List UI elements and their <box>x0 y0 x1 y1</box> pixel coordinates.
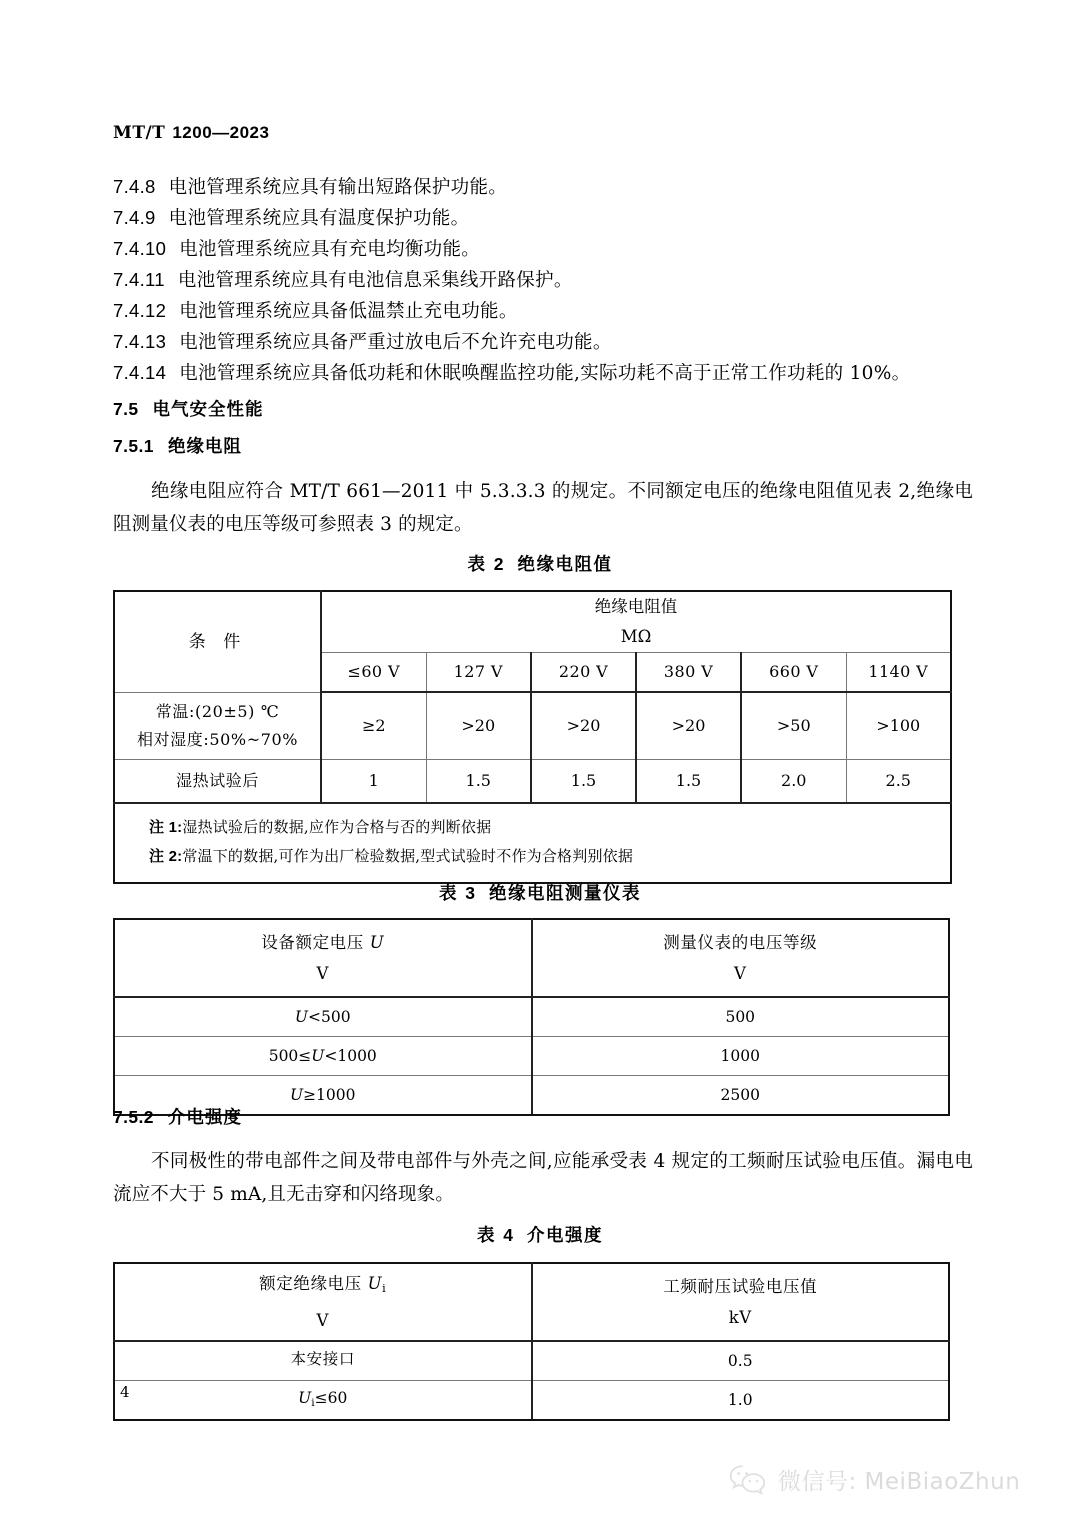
watermark-text: 微信号: MeiBiaoZhun <box>778 1468 1021 1495</box>
clause-number: 7.4.10 <box>113 238 167 259</box>
clause-text: 电池管理系统应具备低功耗和休眠唤醒监控功能,实际功耗不高于正常工作功耗的 10%。 <box>179 363 911 384</box>
table-3-condition-symbol: U <box>289 1086 304 1104</box>
watermark <box>728 1462 1020 1496</box>
table-row <box>114 919 949 997</box>
running-header <box>113 123 269 143</box>
table-4-caption-label: 表 4 <box>476 1225 516 1245</box>
table-3-condition <box>114 997 532 1037</box>
table-2-condition-header: 条 件 <box>114 591 321 692</box>
clause-number: 7.4.12 <box>113 300 167 321</box>
clause-item <box>113 203 973 234</box>
section-number: 7.5 <box>113 399 139 419</box>
table-2-voltage-header: ≤60 V <box>321 653 426 693</box>
table-2-caption-title: 绝缘电阻值 <box>517 554 613 574</box>
section-number: 7.5.1 <box>113 436 154 456</box>
table-3-value: 2500 <box>532 1076 950 1116</box>
table-3-value: 500 <box>532 997 950 1037</box>
paragraph-7-5-2: 不同极性的带电部件之间及带电部件与外壳之间,应能承受表 4 规定的工频耐压试验电压值。漏电电流应不大于 5 mA,且无击穿和闪络现象。 <box>113 1151 973 1205</box>
table-2-value: 2.0 <box>741 759 846 803</box>
standard-id: MT/T <box>113 123 166 143</box>
table-row <box>114 997 949 1037</box>
table-2-value: 1.5 <box>636 759 741 803</box>
clause-number: 7.4.11 <box>113 269 165 290</box>
table-2-voltage-header: 127 V <box>426 653 531 693</box>
table-4-value: 0.5 <box>532 1341 950 1381</box>
clause-item <box>113 265 973 296</box>
table-4-caption-title: 介电强度 <box>527 1225 604 1245</box>
table-4-condition-symbol: U <box>298 1388 312 1407</box>
table-2-insulation-resistance <box>113 590 952 884</box>
table-4-condition-pre: 本安接口 <box>290 1349 355 1368</box>
table-4-caption <box>0 1222 1080 1247</box>
table-4-header-text: 额定绝缘电压 <box>259 1274 368 1294</box>
table-3-header-line1 <box>115 927 531 958</box>
table-4-condition <box>114 1341 532 1381</box>
table-2-value: >20 <box>636 692 741 759</box>
table-2-value: >20 <box>531 692 636 759</box>
clause-number: 7.4.8 <box>113 176 156 197</box>
table-2-value: >100 <box>846 692 951 759</box>
table-2-group-header-line1: 绝缘电阻值 <box>594 597 678 616</box>
table-4-header-line1 <box>115 1268 531 1304</box>
table-4-header-cell <box>532 1263 950 1341</box>
table-2-condition-line1: 常温:(20±5) ℃ <box>155 701 280 721</box>
table-4-header-subscript: i <box>382 1282 387 1296</box>
table-2-value: 1.5 <box>426 759 531 803</box>
table-2-note-label: 注 2: <box>149 847 183 865</box>
table-4-header-cell <box>114 1263 532 1341</box>
table-3-header-cell <box>532 919 950 997</box>
table-4-header-line1: 工频耐压试验电压值 <box>663 1277 818 1296</box>
table-3-value: 1000 <box>532 1037 950 1076</box>
table-row <box>114 692 951 759</box>
paragraph-7-5-1: 绝缘电阻应符合 MT/T 661—2011 中 5.3.3.3 的规定。不同额定电压的绝缘电阻值见表 2,绝缘电阻测量仪表的电压等级可参照表 3 的规定。 <box>113 481 973 535</box>
table-2-voltage-header: 660 V <box>741 653 846 693</box>
table-2-condition-cell: 湿热试验后 <box>114 759 321 803</box>
table-2-value: 2.5 <box>846 759 951 803</box>
clause-item <box>113 234 973 265</box>
table-2-caption-label: 表 2 <box>467 554 506 574</box>
table-4-header-line2: kV <box>728 1308 752 1327</box>
table-3-condition-post: <500 <box>308 1008 351 1026</box>
table-4-dielectric-strength <box>113 1262 950 1421</box>
section-number: 7.5.2 <box>113 1107 154 1127</box>
table-3-header-cell <box>114 919 532 997</box>
table-3-header-line1: 测量仪表的电压等级 <box>663 933 818 952</box>
table-3-measuring-instrument <box>113 918 950 1116</box>
clause-number: 7.4.13 <box>113 331 167 352</box>
clause-item <box>113 327 973 358</box>
section-heading-7-5 <box>113 396 264 421</box>
table-row <box>114 1263 949 1341</box>
table-row <box>114 1037 949 1076</box>
table-row <box>114 591 951 653</box>
table-2-value: >50 <box>741 692 846 759</box>
table-2-group-header <box>321 591 951 653</box>
table-row <box>114 1341 949 1381</box>
table-3-header-text: 设备额定电压 <box>261 933 370 952</box>
section-title: 电气安全性能 <box>152 399 264 419</box>
table-3-caption-title: 绝缘电阻测量仪表 <box>489 883 642 903</box>
table-3-caption <box>0 880 1080 905</box>
table-2-caption <box>0 551 1080 576</box>
table-3-condition-symbol: U <box>294 1008 308 1026</box>
table-row <box>114 759 951 803</box>
table-2-voltage-header: 1140 V <box>846 653 951 693</box>
table-2-note-text: 常温下的数据,可作为出厂检验数据,型式试验时不作为合格判别依据 <box>182 846 634 865</box>
table-4-condition <box>114 1381 532 1421</box>
table-2-value: 1.5 <box>531 759 636 803</box>
section-title: 绝缘电阻 <box>167 436 242 456</box>
table-3-header-symbol: U <box>369 933 385 952</box>
table-3-condition-symbol: U <box>311 1047 325 1065</box>
table-4-header-line2: V <box>316 1310 330 1330</box>
clause-item <box>113 172 973 203</box>
table-3-condition-post: <1000 <box>324 1047 377 1065</box>
table-3-header-line2: V <box>733 964 747 983</box>
table-4-condition-subscript: i <box>311 1396 315 1409</box>
table-4-condition-post: ≤60 <box>314 1388 348 1407</box>
table-2-condition-cell <box>114 692 321 759</box>
table-3-condition-pre: 500≤ <box>268 1047 312 1065</box>
clause-number: 7.4.14 <box>113 362 167 383</box>
table-2-voltage-header: 220 V <box>531 653 636 693</box>
table-2-value: 1 <box>321 759 426 803</box>
table-2-note <box>149 813 950 842</box>
section-heading-7-5-2 <box>113 1104 242 1129</box>
table-3-header-line2: V <box>316 964 330 983</box>
table-2-note-text: 湿热试验后的数据,应作为合格与否的判断依据 <box>182 817 492 836</box>
clause-item <box>113 358 973 389</box>
clause-text: 电池管理系统应具备严重过放电后不允许充电功能。 <box>179 332 612 353</box>
clause-text: 电池管理系统应具有输出短路保护功能。 <box>168 177 508 198</box>
clause-text: 电池管理系统应具有电池信息采集线开路保护。 <box>177 270 573 291</box>
table-2-group-header-line2: MΩ <box>620 627 652 646</box>
table-3-condition-post: ≥1000 <box>303 1086 356 1104</box>
clause-item <box>113 296 973 327</box>
clause-number: 7.4.9 <box>113 207 156 228</box>
table-2-notes <box>114 803 951 883</box>
table-row <box>114 803 951 883</box>
table-4-header-symbol: U <box>367 1274 383 1294</box>
wechat-icon <box>728 1462 768 1496</box>
clause-list <box>113 172 973 389</box>
clause-text: 电池管理系统应具有温度保护功能。 <box>168 208 470 229</box>
table-2-condition-line2: 相对湿度:50%~70% <box>136 729 299 749</box>
table-2-value: >20 <box>426 692 531 759</box>
standard-number: 1200—2023 <box>172 123 270 142</box>
table-row <box>114 1381 949 1421</box>
table-2-note-label: 注 1: <box>149 818 183 836</box>
table-2-note <box>149 842 950 871</box>
clause-text: 电池管理系统应具备低温禁止充电功能。 <box>179 301 518 322</box>
table-2-value: ≥2 <box>321 692 426 759</box>
table-2-voltage-header: 380 V <box>636 653 741 693</box>
section-title: 介电强度 <box>167 1107 242 1127</box>
section-heading-7-5-1 <box>113 433 242 458</box>
table-4-value: 1.0 <box>532 1381 950 1421</box>
table-3-condition <box>114 1037 532 1076</box>
clause-text: 电池管理系统应具有充电均衡功能。 <box>179 239 481 260</box>
table-3-caption-label: 表 3 <box>438 883 478 903</box>
page-number: 4 <box>120 1383 130 1401</box>
